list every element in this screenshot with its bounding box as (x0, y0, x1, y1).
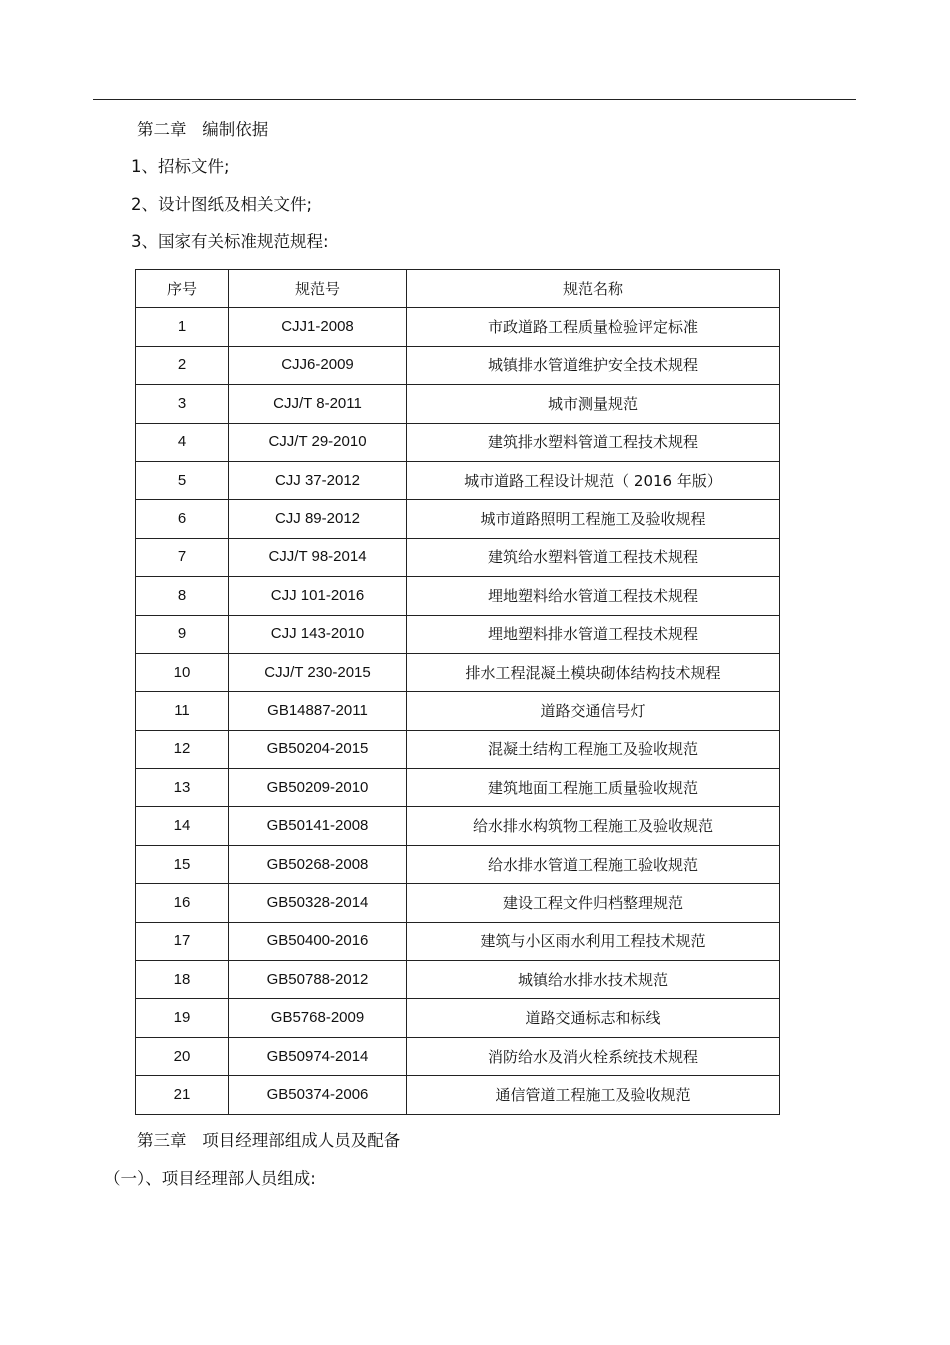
table-row (136, 961, 780, 999)
row-title: 给水排水构筑物工程施工及验收规范 (407, 807, 780, 845)
row-code: CJJ 89-2012 (229, 500, 407, 538)
row-index: 3 (136, 385, 229, 423)
row-index: 11 (136, 692, 229, 730)
row-index: 17 (136, 922, 229, 960)
table-row (136, 884, 780, 922)
row-index: 12 (136, 730, 229, 768)
row-title: 城镇排水管道维护安全技术规程 (407, 346, 780, 384)
row-index: 10 (136, 653, 229, 691)
row-code: CJJ/T 230-2015 (229, 653, 407, 691)
row-index: 18 (136, 961, 229, 999)
table-row (136, 423, 780, 461)
row-title: 道路交通标志和标线 (407, 999, 780, 1037)
table-row (136, 922, 780, 960)
row-index: 9 (136, 615, 229, 653)
row-code: CJJ1-2008 (229, 308, 407, 346)
row-code: CJJ/T 8-2011 (229, 385, 407, 423)
row-title: 城市测量规范 (407, 385, 780, 423)
row-code: GB50400-2016 (229, 922, 407, 960)
table-row (136, 692, 780, 730)
chapter3-subheading: （一）、项目经理部人员组成: (104, 1169, 316, 1188)
row-title: 城市道路照明工程施工及验收规程 (407, 500, 780, 538)
row-index: 5 (136, 461, 229, 499)
row-title: 建筑给水塑料管道工程技术规程 (407, 538, 780, 576)
row-code: CJJ/T 98-2014 (229, 538, 407, 576)
row-code: GB50328-2014 (229, 884, 407, 922)
row-code: GB50141-2008 (229, 807, 407, 845)
standards-table (135, 269, 780, 1115)
row-index: 7 (136, 538, 229, 576)
row-index: 14 (136, 807, 229, 845)
table-row (136, 577, 780, 615)
table-row (136, 308, 780, 346)
row-title: 市政道路工程质量检验评定标准 (407, 308, 780, 346)
row-code: CJJ 101-2016 (229, 577, 407, 615)
row-code: GB5768-2009 (229, 999, 407, 1037)
row-title: 城镇给水排水技术规范 (407, 961, 780, 999)
basis-item-3: 3、国家有关标准规范规程: (131, 232, 329, 251)
row-index: 13 (136, 769, 229, 807)
row-code: CJJ/T 29-2010 (229, 423, 407, 461)
header-rule (93, 99, 856, 100)
row-code: GB50974-2014 (229, 1037, 407, 1075)
row-code: GB50374-2006 (229, 1076, 407, 1114)
row-index: 8 (136, 577, 229, 615)
row-code: GB50788-2012 (229, 961, 407, 999)
row-index: 2 (136, 346, 229, 384)
row-code: GB14887-2011 (229, 692, 407, 730)
table-row (136, 500, 780, 538)
row-index: 15 (136, 845, 229, 883)
row-title: 建设工程文件归档整理规范 (407, 884, 780, 922)
table-row (136, 999, 780, 1037)
row-index: 19 (136, 999, 229, 1037)
row-code: CJJ 143-2010 (229, 615, 407, 653)
row-index: 1 (136, 308, 229, 346)
row-title: 混凝土结构工程施工及验收规范 (407, 730, 780, 768)
row-code: CJJ6-2009 (229, 346, 407, 384)
table-row (136, 807, 780, 845)
table-row (136, 845, 780, 883)
header-code: 规范号 (229, 270, 407, 308)
row-index: 21 (136, 1076, 229, 1114)
basis-item-2: 2、设计图纸及相关文件; (131, 195, 313, 214)
table-row (136, 730, 780, 768)
row-title: 给水排水管道工程施工验收规范 (407, 845, 780, 883)
row-title: 消防给水及消火栓系统技术规程 (407, 1037, 780, 1075)
row-index: 4 (136, 423, 229, 461)
table-header-row (136, 270, 780, 308)
header-title: 规范名称 (407, 270, 780, 308)
row-index: 16 (136, 884, 229, 922)
row-code: CJJ 37-2012 (229, 461, 407, 499)
row-title: 通信管道工程施工及验收规范 (407, 1076, 780, 1114)
header-index: 序号 (136, 270, 229, 308)
table-row (136, 1037, 780, 1075)
row-title: 埋地塑料排水管道工程技术规程 (407, 615, 780, 653)
row-title: 排水工程混凝土模块砌体结构技术规程 (407, 653, 780, 691)
table-row (136, 346, 780, 384)
row-title: 建筑与小区雨水利用工程技术规范 (407, 922, 780, 960)
chapter2-heading: 第二章 编制依据 (137, 120, 269, 139)
basis-item-1: 1、招标文件; (131, 157, 230, 176)
table-row (136, 538, 780, 576)
table-row (136, 615, 780, 653)
row-index: 20 (136, 1037, 229, 1075)
table-row (136, 769, 780, 807)
row-title: 道路交通信号灯 (407, 692, 780, 730)
row-code: GB50209-2010 (229, 769, 407, 807)
row-code: GB50204-2015 (229, 730, 407, 768)
chapter3-heading: 第三章 项目经理部组成人员及配备 (137, 1131, 401, 1150)
table-row (136, 385, 780, 423)
row-index: 6 (136, 500, 229, 538)
table-row (136, 1076, 780, 1114)
row-title: 城市道路工程设计规范（ 2016 年版） (407, 461, 780, 499)
table-row (136, 461, 780, 499)
row-title: 建筑排水塑料管道工程技术规程 (407, 423, 780, 461)
row-code: GB50268-2008 (229, 845, 407, 883)
row-title: 埋地塑料给水管道工程技术规程 (407, 577, 780, 615)
table-row (136, 653, 780, 691)
row-title: 建筑地面工程施工质量验收规范 (407, 769, 780, 807)
